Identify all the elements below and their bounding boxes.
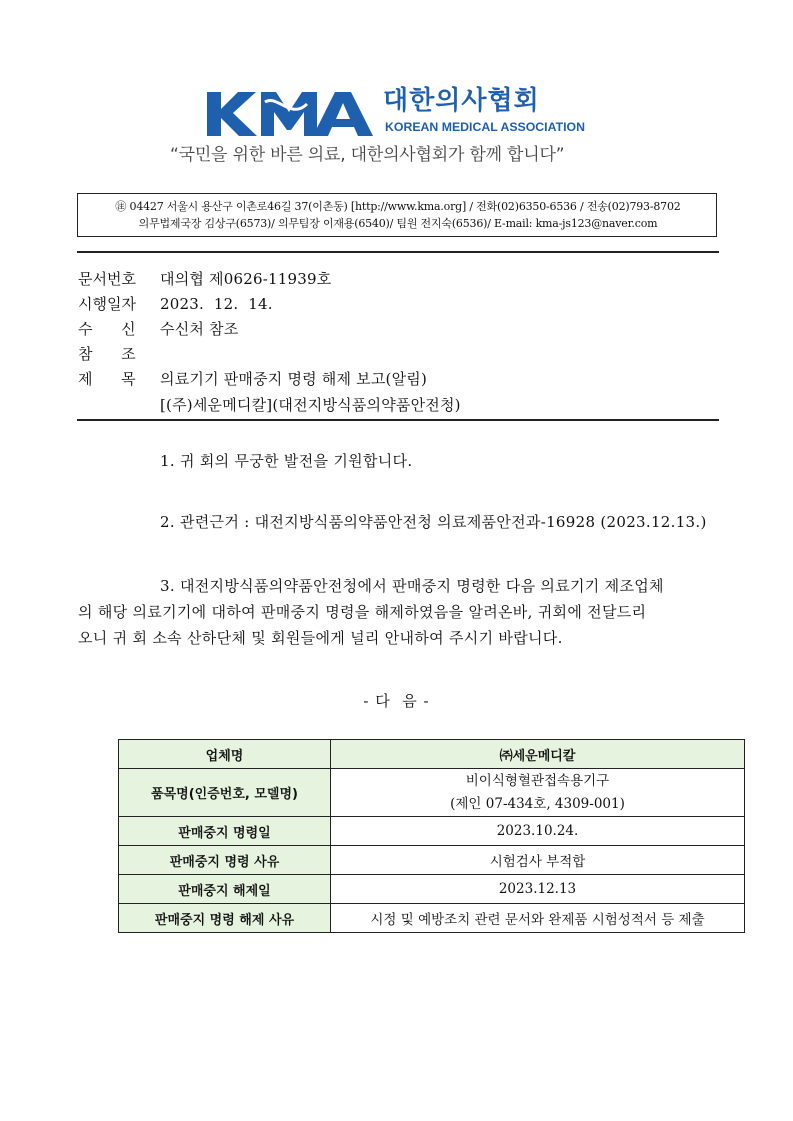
row-label-order-date: 판매중지 명령일	[119, 817, 331, 846]
reference-label: 참 조	[78, 345, 136, 363]
product-cell	[331, 769, 745, 817]
row-label-company: 업체명	[119, 740, 331, 769]
date-label: 시행일자	[78, 295, 136, 313]
slogan: “국민을 위한 바른 의료, 대한의사협회가 함께 합니다”	[170, 145, 565, 165]
subject-label: 제 목	[78, 370, 136, 388]
paragraph-3-line-2: 의 해당 의료기기에 대하여 판매중지 명령을 해제하였음을 알려온바, 귀회에 전달드리	[78, 603, 647, 621]
doc-no: 대의협 제0626-11939호	[160, 270, 332, 288]
kma-logo-mark	[205, 90, 381, 138]
header-top-rule	[77, 251, 719, 253]
order-date: 2023.10.24.	[331, 817, 745, 846]
product-name: 비이식형혈관접속용기구	[465, 772, 610, 789]
row-label-order-reason: 판매중지 명령 사유	[119, 846, 331, 875]
paragraph-3-line-3: 오니 귀 회 소속 산하단체 및 회원들에게 널리 안내하여 주시기 바랍니다.	[78, 629, 563, 647]
header-bottom-rule	[77, 419, 719, 421]
address-line: ㊟ 04427 서울시 용산구 이촌로46길 37(이촌동) [http://www.kma.org] / 전화(02)6350-6536 / 전송(02)793-8702	[115, 200, 681, 213]
table-row	[119, 769, 745, 817]
kma-logo	[205, 86, 600, 142]
subject-line-1: 의료기기 판매중지 명령 해제 보고(알림)	[160, 370, 428, 388]
release-date: 2023.12.13	[331, 875, 745, 904]
org-name-korean: 대한의사협회	[383, 86, 540, 116]
table-row	[119, 875, 745, 904]
recipient-label: 수 신	[78, 320, 136, 338]
contact-person-line: 의무법제국장 김상구(6573)/ 의무팀장 이재용(6540)/ 팀원 전지숙(6536)/ E-mail: kma-js123@naver.com	[138, 217, 658, 230]
table-row	[119, 740, 745, 769]
subject-line-2: [(주)세운메디칼](대전지방식품의약품안전청)	[160, 396, 461, 414]
paragraph-2: 2. 관련근거 : 대전지방식품의약품안전청 의료제품안전과-16928 (2023.12.13.)	[160, 513, 707, 531]
row-label-release-reason: 판매중지 명령 해제 사유	[119, 904, 331, 933]
paragraph-1: 1. 귀 회의 무궁한 발전을 기원합니다.	[160, 452, 413, 470]
company-name: ㈜세운메디칼	[331, 740, 745, 769]
org-name-english: KOREAN MEDICAL ASSOCIATION	[385, 120, 585, 134]
order-reason: 시험검사 부적합	[331, 846, 745, 875]
issue-date: 2023. 12. 14.	[160, 295, 273, 313]
table-row	[119, 846, 745, 875]
table-row	[119, 904, 745, 933]
paragraph-3-line-1: 3. 대전지방식품의약품안전청에서 판매중지 명령한 다음 의료기기 제조업체	[160, 577, 664, 595]
recipient: 수신처 참조	[160, 320, 239, 338]
doc-no-label: 문서번호	[78, 270, 136, 288]
contact-box	[77, 193, 717, 237]
row-label-product: 품목명(인증번호, 모델명)	[119, 769, 331, 817]
release-reason: 시정 및 예방조치 관련 문서와 완제품 시험성적서 등 제출	[331, 904, 745, 933]
next-heading: - 다 음 -	[363, 692, 430, 710]
row-label-release-date: 판매중지 해제일	[119, 875, 331, 904]
product-cert: (제인 07-434호, 4309-001)	[450, 795, 625, 812]
recall-info-table	[118, 739, 745, 933]
table-row	[119, 817, 745, 846]
